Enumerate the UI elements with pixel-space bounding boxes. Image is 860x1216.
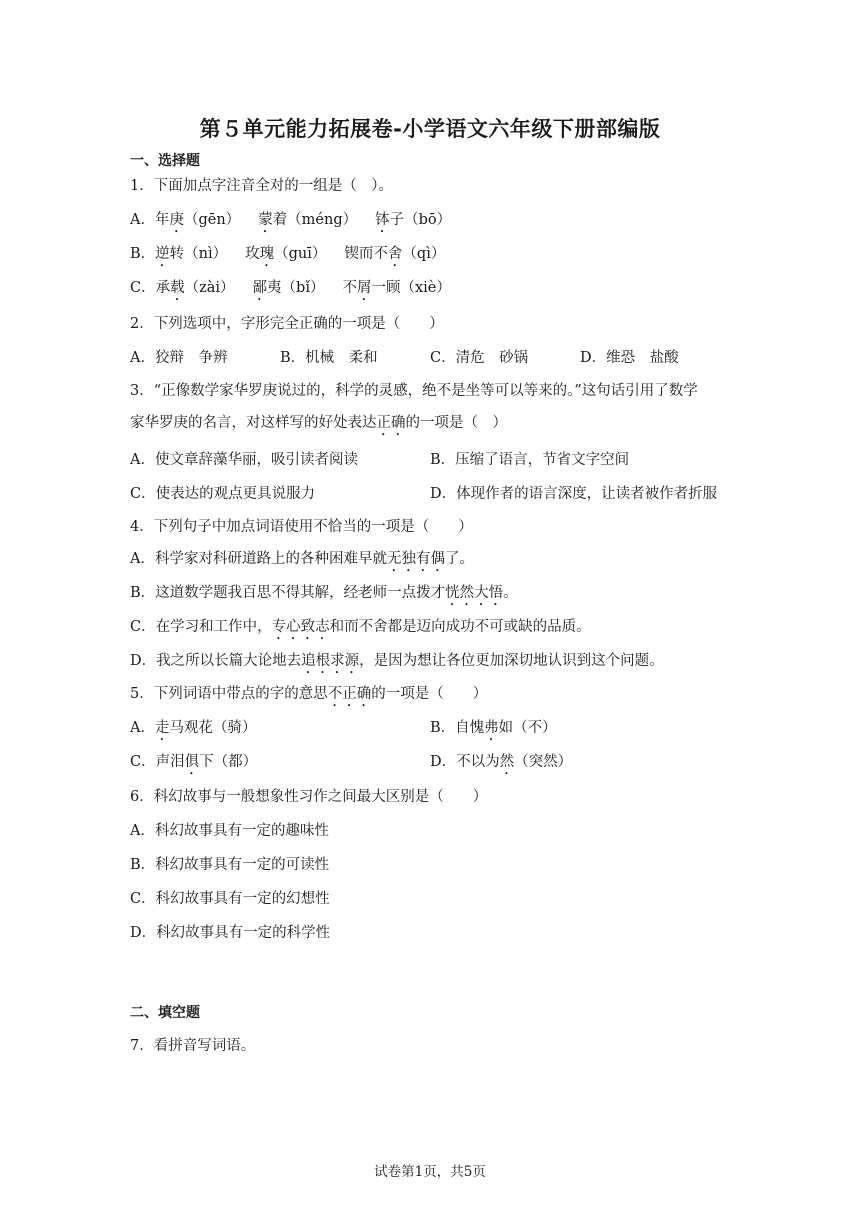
question-6-option-d: D．科幻故事具有一定的科学性 [130, 925, 331, 941]
dotted-word: 正确 [376, 415, 406, 431]
option-text: （突然） [514, 754, 573, 770]
option-label: B． [130, 246, 156, 262]
dotted-char: 走 [154, 720, 170, 736]
stem-text: 5．下列词语中带点的字的意思 [130, 686, 328, 702]
dotted-word: 恍然大悟 [445, 585, 504, 601]
dotted-char: 载 [170, 280, 185, 296]
section-heading-choice: 一、选择题 [130, 153, 200, 169]
option-text: 马观花（骑） [169, 720, 257, 736]
option-text: ，是因为想让各位更加深切地认识到这个问题。 [359, 653, 664, 669]
option-text: 一顾（xiè） [371, 280, 451, 296]
question-1-option-a [130, 210, 451, 236]
option-text: B．这道数学题我百思不得其解，经老师一点拨才 [130, 585, 446, 601]
question-6-option-c: C．科幻故事具有一定的幻想性 [130, 891, 330, 907]
stem-text: 的一项是（ ） [405, 415, 507, 431]
question-1-option-c [130, 278, 451, 304]
dotted-word: 不正确 [327, 686, 372, 702]
question-3-option-b: B．压缩了语言，节省文字空间 [430, 452, 630, 468]
dotted-char: 鄙 [252, 280, 268, 296]
option-text: 夷（bǐ） [267, 280, 325, 296]
option-label: A． [130, 720, 155, 736]
question-3-option-d: D．体现作者的语言深度，让读者被作者折服 [430, 486, 718, 502]
question-3-option-a: A．使文章辞藻华丽，吸引读者阅读 [130, 452, 358, 468]
question-2-option-a: A．狡辩 争辨 [130, 350, 228, 366]
pinyin: （gēn） [183, 212, 241, 228]
question-5-option-a [130, 718, 256, 744]
dotted-char: 舍 [387, 246, 403, 262]
option-text: 年 [154, 212, 170, 228]
question-4-stem: 4．下列句子中加点词语使用不恰当的一项是（ ） [130, 519, 473, 535]
question-7-stem: 7．看拼音写词语。 [130, 1038, 256, 1054]
option-text: 转（nì） [169, 246, 228, 262]
pinyin: （zài） [184, 280, 235, 296]
question-6-option-a: A．科幻故事具有一定的趣味性 [130, 823, 329, 839]
dotted-char: 瑰 [259, 246, 275, 262]
option-text: 着（méng） [272, 212, 358, 228]
question-2-option-d: D．维恐 盐酸 [580, 350, 679, 366]
option-text: 玫 [245, 246, 260, 262]
question-4-option-d [130, 651, 664, 677]
dotted-word: 追根求源 [301, 653, 360, 669]
question-2-option-b: B．机械 柔和 [280, 350, 378, 366]
question-3-stem-line-1: 3．“正像数学家华罗庚说过的，科学的灵感，绝不是坐等可以等来的。”这句话引用了数学 [130, 383, 698, 399]
dotted-char: 然 [499, 754, 515, 770]
option-text: 承 [155, 280, 171, 296]
option-text: 锲而不 [344, 246, 388, 262]
option-text: C．在学习和工作中， [130, 619, 272, 635]
option-text: 子（bō） [389, 212, 452, 228]
option-text: D．我之所以长篇大论地去 [130, 653, 302, 669]
dotted-char: 蒙 [258, 212, 273, 228]
question-1-stem: 1．下面加点字注音全对的一组是（ ）。 [130, 178, 393, 194]
dotted-word: 专心致志 [271, 619, 330, 635]
option-text: D．不以为 [430, 754, 500, 770]
dotted-word: 无独有偶 [386, 551, 445, 567]
dotted-char: 逆 [155, 246, 170, 262]
option-text: A．科学家对科研道路上的各种困难早就 [130, 551, 387, 567]
option-label: C． [130, 280, 156, 296]
option-text: 如（不） [498, 720, 557, 736]
option-text: 了。 [444, 551, 474, 567]
question-3-option-c: C．使表达的观点更具说服力 [130, 486, 316, 502]
question-5-option-b [430, 718, 557, 744]
question-2-stem: 2．下列选项中，字形完全正确的一项是（ ） [130, 316, 444, 332]
option-text: 。 [503, 585, 518, 601]
dotted-char: 钵 [375, 212, 390, 228]
question-6-option-b: B．科幻故事具有一定的可读性 [130, 857, 330, 873]
dotted-char: 屑 [356, 280, 372, 296]
pinyin: （guī） [274, 246, 327, 262]
pinyin: （qì） [402, 246, 446, 262]
option-text: 和而不舍都是迈向成功不可或缺的品质。 [329, 619, 591, 635]
option-text: C．声泪 [130, 754, 185, 770]
question-3-stem-line-2 [130, 413, 507, 439]
stem-text: 家华罗庚的名言，对这样写的好处表达 [130, 415, 377, 431]
page-title: 第５单元能力拓展卷-小学语文六年级下册部编版 [199, 117, 661, 141]
option-label: A． [130, 212, 155, 228]
option-text: 下（都） [199, 754, 258, 770]
question-4-option-c [130, 617, 591, 643]
option-text: 不 [342, 280, 357, 296]
dotted-char: 俱 [184, 754, 200, 770]
section-heading-fill: 二、填空题 [130, 1005, 200, 1021]
question-6-stem: 6．科幻故事与一般想象性习作之间最大区别是（ ） [130, 789, 488, 805]
question-5-stem [130, 684, 487, 710]
stem-text: 的一项是（ ） [371, 686, 488, 702]
question-5-option-d [430, 752, 572, 778]
dotted-char: 弗 [484, 720, 499, 736]
question-1-option-b [130, 244, 445, 270]
dotted-char: 庚 [169, 212, 184, 228]
page-footer: 试卷第1页，共5页 [374, 1164, 486, 1180]
question-2-option-c: C．清危 砂锅 [430, 350, 529, 366]
question-5-option-c [130, 752, 257, 778]
option-text: B．自愧 [430, 720, 485, 736]
question-4-option-b [130, 583, 518, 609]
question-4-option-a [130, 549, 474, 575]
